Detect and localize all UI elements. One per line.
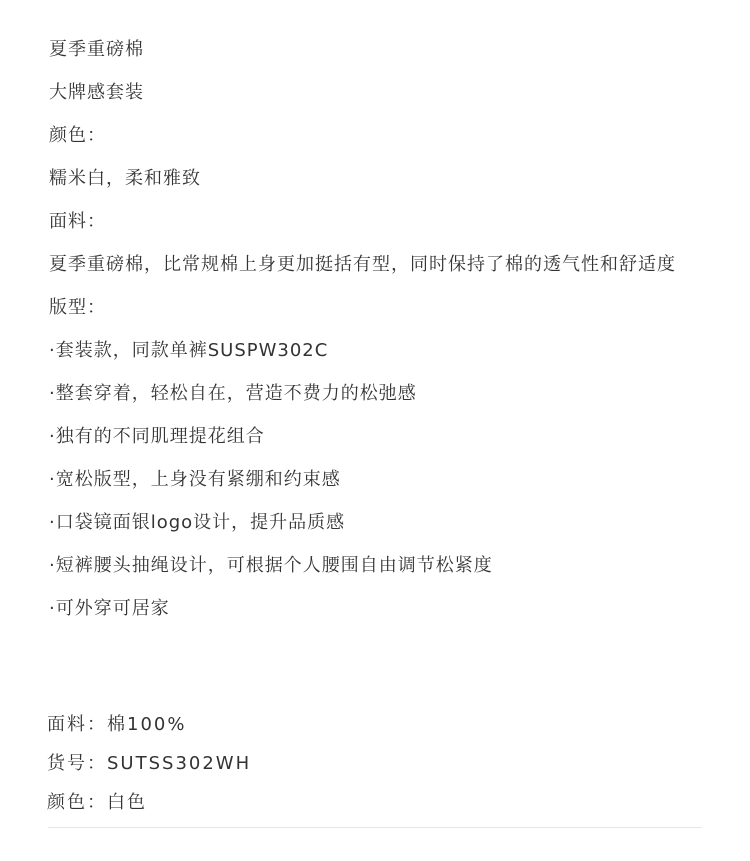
description-line: 糯米白，柔和雅致 [49,168,201,189]
description-line: ·可外穿可居家 [49,598,170,619]
description-line: ·独有的不同肌理提花组合 [49,426,265,447]
description-line: ·套装款，同款单裤SUSPW302C [49,340,329,361]
description-line: 大牌感套装 [49,82,144,103]
description-line: 面料： [49,211,106,232]
description-line: 版型： [49,297,106,318]
bottom-divider [48,827,702,828]
spec-item-number: 货号：SUTSS302WH [47,753,252,774]
product-specs [47,705,707,822]
product-description [49,28,709,630]
spec-color: 颜色：白色 [47,792,147,813]
description-line: ·短裤腰头抽绳设计，可根据个人腰围自由调节松紧度 [49,555,493,576]
description-line: 颜色： [49,125,106,146]
description-line: 夏季重磅棉，比常规棉上身更加挺括有型，同时保持了棉的透气性和舒适度 [49,254,676,275]
spec-fabric: 面料：棉100% [47,714,187,735]
description-line: ·整套穿着，轻松自在，营造不费力的松弛感 [49,383,417,404]
description-line: ·宽松版型，上身没有紧绷和约束感 [49,469,341,490]
description-line: ·口袋镜面银logo设计，提升品质感 [49,512,346,533]
description-line: 夏季重磅棉 [49,39,144,60]
